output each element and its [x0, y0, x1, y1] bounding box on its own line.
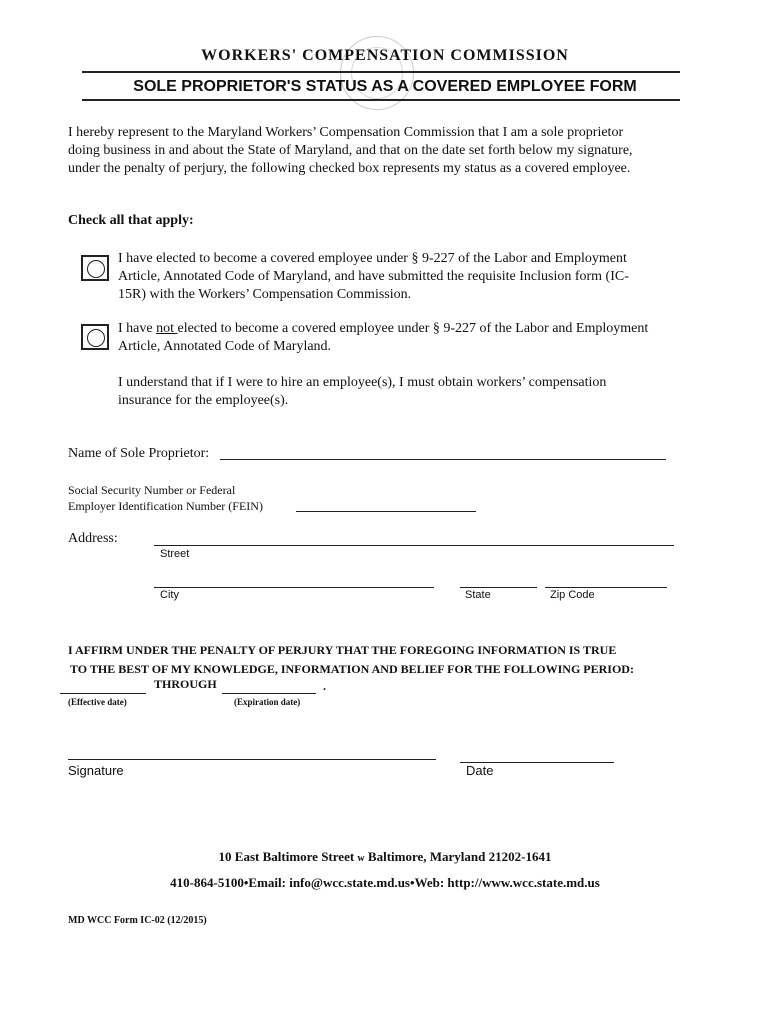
city-input-line[interactable] [154, 587, 434, 588]
form-title: SOLE PROPRIETOR'S STATUS AS A COVERED EMPLOYEE FORM [133, 78, 637, 95]
understand-line-2: insurance for the employee(s). [118, 393, 289, 408]
intro-paragraph [68, 124, 708, 178]
expiration-date-caption: (Expiration date) [234, 697, 301, 707]
effective-date-input-line[interactable] [60, 693, 146, 694]
header-top-rule [82, 71, 680, 73]
option2-line-1 [118, 320, 738, 338]
option-elected-text [118, 250, 718, 304]
street-input-line[interactable] [154, 545, 674, 546]
zip-input-line[interactable] [545, 587, 667, 588]
footer-web[interactable]: Web: http://www.wcc.state.md.us [414, 875, 600, 890]
ssn-label-line-1: Social Security Number or Federal [68, 483, 236, 497]
affirm-line-1: I AFFIRM UNDER THE PENALTY OF PERJURY THAT THE FOREGOING INFORMATION IS TRUE [68, 643, 617, 657]
circle-icon [87, 260, 105, 278]
effective-date-caption: (Effective date) [68, 697, 127, 707]
signature-label: Signature [68, 763, 124, 778]
street-label: Street [160, 548, 190, 560]
agency-title: WORKERS' COMPENSATION COMMISSION [201, 47, 569, 64]
through-label: THROUGH [154, 677, 217, 691]
affirm-period: . [323, 679, 326, 693]
option1-line-3: 15R) with the Workers’ Compensation Commission. [118, 287, 412, 302]
footer-contact [0, 875, 770, 891]
option-not-elected-text [118, 320, 738, 356]
option-elected-checkbox[interactable] [81, 255, 109, 281]
address-label: Address: [68, 531, 118, 546]
ssn-label [68, 482, 263, 514]
city-label: City [160, 589, 179, 601]
option2-line-2: Article, Annotated Code of Maryland. [118, 339, 332, 354]
state-input-line[interactable] [460, 587, 537, 588]
bullet-icon: • [243, 875, 249, 890]
footer-street: 10 East Baltimore Street [218, 849, 355, 864]
name-input-line[interactable] [220, 459, 666, 460]
intro-line-1: I hereby represent to the Maryland Workers’ Compensation Commission that I am a sole proprietor [68, 125, 624, 140]
footer-separator: w [357, 853, 365, 864]
option2-pre: I have [118, 321, 157, 336]
ssn-label-line-2: Employer Identification Number (FEIN) [68, 499, 263, 513]
form-id: MD WCC Form IC-02 (12/2015) [68, 915, 207, 926]
signature-input-line[interactable] [68, 759, 436, 760]
circle-icon [87, 329, 105, 347]
header-bottom-rule [82, 99, 680, 101]
option2-not: not [156, 321, 178, 336]
affirm-line-2: TO THE BEST OF MY KNOWLEDGE, INFORMATION AND BELIEF FOR THE FOLLOWING PERIOD: [70, 662, 634, 676]
footer-city: Baltimore, Maryland 21202-1641 [367, 849, 552, 864]
intro-line-2: doing business in and about the State of Maryland, and that on the date set forth below my signature, [68, 143, 633, 158]
option1-line-1: I have elected to become a covered employee under § 9-227 of the Labor and Employment [118, 251, 627, 266]
bullet-icon: • [410, 875, 415, 890]
check-heading: Check all that apply: [68, 213, 194, 228]
understand-line-1: I understand that if I were to hire an employee(s), I must obtain workers’ compensation [118, 375, 607, 390]
zip-label: Zip Code [550, 589, 595, 601]
expiration-date-input-line[interactable] [222, 693, 316, 694]
affirm-statement [68, 641, 634, 679]
fein-input-line[interactable] [296, 511, 476, 512]
option1-line-2: Article, Annotated Code of Maryland, and have submitted the requisite Inclusion form (IC- [118, 269, 629, 284]
footer-address [0, 849, 770, 865]
option2-post: elected to become a covered employee under § 9-227 of the Labor and Employment [177, 321, 649, 336]
date-label: Date [466, 763, 494, 778]
option-not-elected-checkbox[interactable] [81, 324, 109, 350]
footer-email[interactable]: Email: info@wcc.state.md.us [248, 875, 410, 890]
state-label: State [465, 589, 491, 601]
understand-paragraph [118, 374, 718, 410]
intro-line-3: under the penalty of perjury, the following checked box represents my status as a covered employee. [68, 161, 631, 176]
name-label: Name of Sole Proprietor: [68, 446, 210, 461]
footer-phone: 410-864-5100 [170, 875, 244, 890]
